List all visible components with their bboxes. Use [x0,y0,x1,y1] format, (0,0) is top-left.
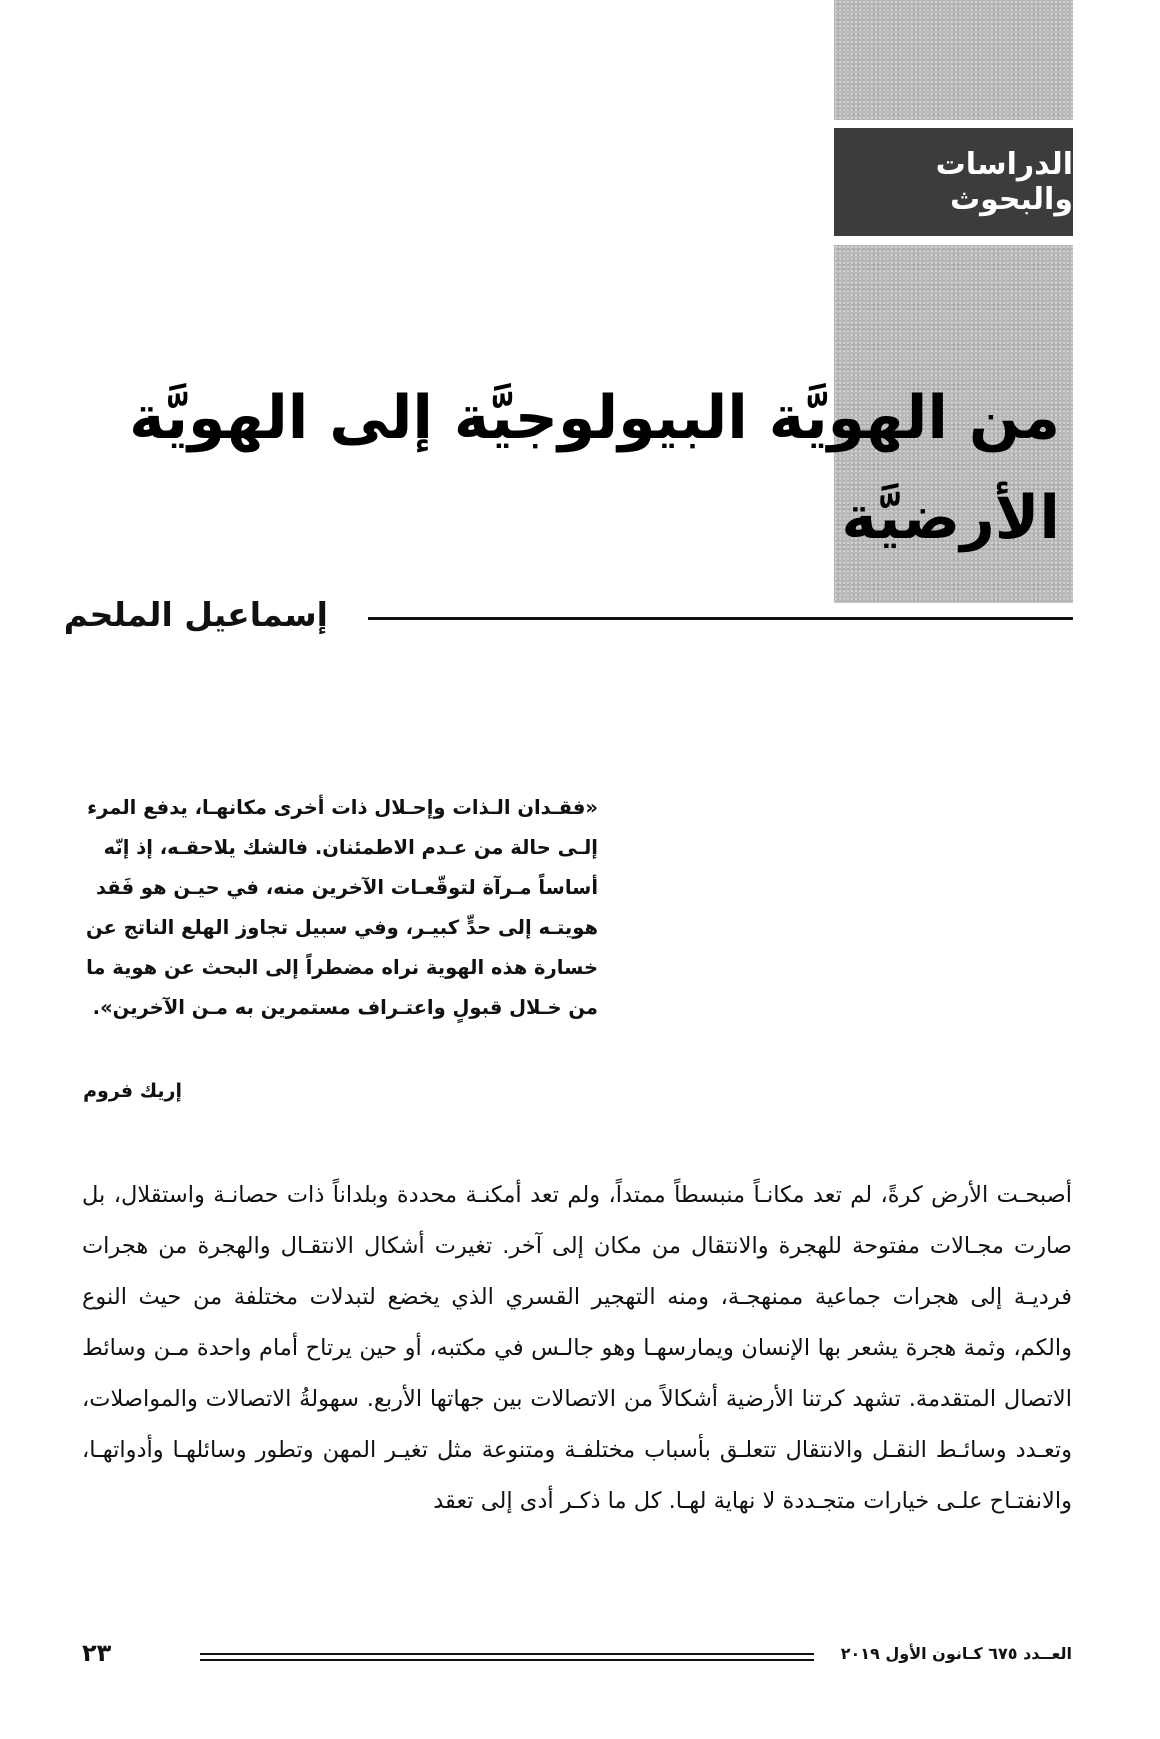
body-paragraph: أصبحـت الأرض كرةً، لم تعد مكانـاً منبسطاً ممتداً، ولم تعد أمكنـة محددة وبلداناً ذات حصانـة واستقلال، بل صارت مجـالات مفتوحة للهجرة والانتقال من مكان إلى آخر. تغيرت أشكال الانتقـال والهجرة من هجرات فرديـة إلى هجرات جماعية ممنهجـة، ومنه التهجير القسري الذي يخضع لتبدلات مختلفة من حيث النوع والكم، وثمة هجرة يشعر بها الإنسان ويمارسهـا وهو جالـس في مكتبه، أو حين يرتاح أمام واحدة مـن وسائط الاتصال المتقدمة. تشهد كرتنا الأرضية أشكالاً من الاتصالات بين جهاتها الأربع. سهولةُ الاتصالات والمواصلات، وتعـدد وسائـط النقـل والانتقال تتعلـق بأسباب مختلفـة ومتنوعة مثل تغيـر المهن وتطور وسائلهـا وأدواتهـا، والانفتـاح علـى خيارات متجـددة لا نهاية لهـا. كل ما ذكـر أدى إلى تعقد [82,1182,1072,1514]
section-label: الدراسات والبحوث [834,128,1073,236]
footer-divider [200,1653,814,1661]
epigraph-quote: «فقـدان الـذات وإحـلال ذات أخرى مكانهـا، يدفع المرء إلـى حالة من عـدم الاطمئنان. فالشك يلاحقـه، إذ إنّه أساساً مـرآة لتوقّعـات الآخرين منه، في حيـن هو فَقد هويتـه إلى حدٍّ كبيـر، وفي سبيل تجاوز الهلع الناتج عن خسارة هذه الهوية نراه مضطراً إلى البحث عن هوية ما من خـلال قبولٍ واعتـراف مستمرين به مـن الآخرين». [86,796,598,1019]
author-divider [368,617,1073,620]
article-title: من الهويَّة البيولوجيَّة إلى الهويَّة الأرضيَّة [129,383,1060,553]
decorative-band-top [834,0,1073,120]
author-name: إسماعيل الملحم [63,595,328,634]
page-number: ٢٣ [82,1639,112,1667]
issue-info: العــدد ٦٧٥ كـانون الأول ٢٠١٩ [840,1644,1072,1663]
epigraph-attribution: إريك فروم [83,1080,182,1102]
